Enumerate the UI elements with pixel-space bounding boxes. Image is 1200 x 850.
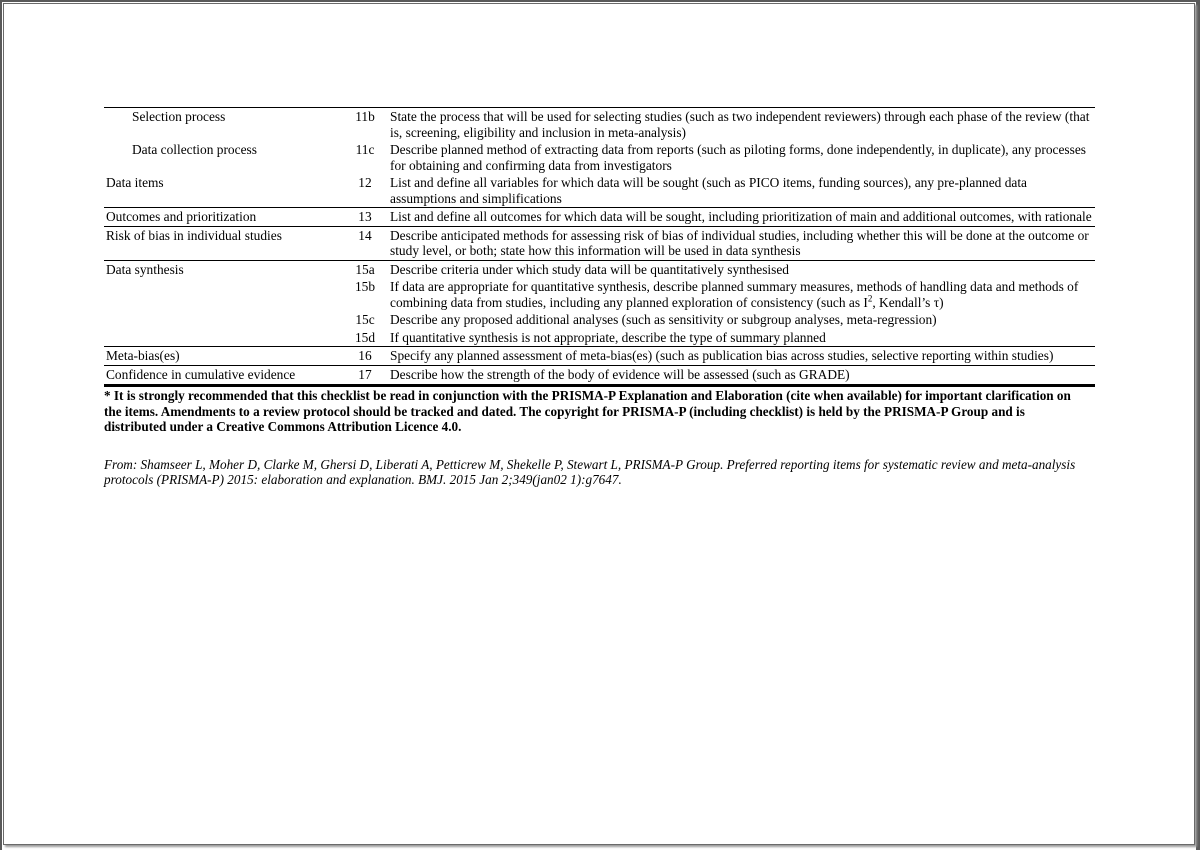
- description-cell: Describe planned method of extracting data from reports (such as piloting forms, done independently, in duplicate), any processes for obtaining and confirming data from investigators: [390, 142, 1086, 173]
- topic-cell: Selection process: [104, 108, 340, 142]
- topic-cell: Meta-bias(es): [104, 347, 340, 366]
- table-row: [104, 365, 1095, 383]
- page-content: [104, 107, 1096, 501]
- description-cell: [390, 278, 1095, 311]
- description-cell: State the process that will be used for selecting studies (such as two independent reviewers) through each phase of the review (that is, screening, eligibility and inclusion in meta-analysis): [390, 108, 1095, 142]
- description-cell: Specify any planned assessment of meta-bias(es) (such as publication bias across studies, selective reporting within studies): [390, 347, 1095, 366]
- item-number-cell: 14: [340, 226, 390, 260]
- checklist-table: [104, 107, 1095, 383]
- topic-cell: Confidence in cumulative evidence: [104, 365, 340, 383]
- table-bottom-rule: [104, 384, 1095, 387]
- item-number-cell: 12: [358, 175, 372, 190]
- item-number-cell: 13: [340, 208, 390, 227]
- topic-cell: [104, 311, 340, 329]
- table-row: [104, 108, 1095, 142]
- table-row: [104, 174, 1095, 208]
- item-number-cell: 15d: [354, 329, 376, 345]
- topic-cell: Data synthesis: [104, 260, 340, 278]
- table-row: [104, 226, 1095, 260]
- item-number-cell: 15c: [355, 312, 375, 327]
- description-cell: If quantitative synthesis is not appropriate, describe the type of summary planned: [390, 329, 826, 345]
- item-number-cell: 11c: [355, 142, 375, 157]
- table-row: [104, 347, 1095, 366]
- description-text-end: , Kendall’s τ): [872, 294, 944, 310]
- item-number-cell: 16: [340, 347, 390, 366]
- topic-cell: Outcomes and prioritization: [104, 208, 340, 227]
- source-citation: From: Shamseer L, Moher D, Clarke M, Ghersi D, Liberati A, Petticrew M, Shekelle P, Stewart L, PRISMA-P Group. Preferred reporting items for systematic review and meta-analysis protocols (PRISMA-P) 2015: elaboration and explanation. BMJ. 2015 Jan 2;349(jan02 1):g7647.: [104, 456, 1076, 487]
- item-number-cell: 11b: [340, 108, 390, 142]
- description-cell: List and define all outcomes for which data will be sought, including prioritization of main and additional outcomes, with rationale: [390, 208, 1095, 227]
- superscript: 2: [867, 293, 873, 304]
- topic-cell: Data items: [106, 175, 164, 190]
- description-cell: Describe anticipated methods for assessing risk of bias of individual studies, including whether this will be done at the outcome or study level, or both; state how this information will be used in data synthesis: [390, 226, 1095, 260]
- viewer-frame-right: [1196, 0, 1200, 850]
- table-row: [104, 141, 1095, 174]
- checklist-footnote: * It is strongly recommended that this checklist be read in conjunction with the PRISMA-P Explanation and Elaboration (cite when available) for important clarification on the items. Amendments to a review protocol should be tracked and dated. The copyright for PRISMA-P (including checklist) is held by the PRISMA-P Group and is distributed under a Creative Commons Attribution Licence 4.0.: [104, 388, 1071, 434]
- description-cell: Describe how the strength of the body of evidence will be assessed (such as GRADE): [390, 365, 1095, 383]
- table-row: [104, 278, 1095, 311]
- topic-cell: [104, 278, 340, 311]
- table-row: [104, 208, 1095, 227]
- viewer-frame-top: [0, 0, 1200, 2]
- item-number-cell: 15a: [340, 260, 390, 278]
- description-cell: Describe criteria under which study data will be quantitatively synthesised: [390, 260, 1095, 278]
- topic-cell: Data collection process: [132, 142, 257, 157]
- table-row: [104, 329, 1095, 347]
- item-number-cell: 17: [340, 365, 390, 383]
- viewer-frame-left: [0, 0, 2, 850]
- description-cell: List and define all variables for which data will be sought (such as PICO items, funding sources), any pre-planned data assumptions and simplifications: [390, 175, 1027, 206]
- description-cell: Describe any proposed additional analyses (such as sensitivity or subgroup analyses, meta-regression): [390, 312, 937, 327]
- table-row: [104, 311, 1095, 329]
- topic-cell: [104, 329, 340, 347]
- description-text: If data are appropriate for quantitative synthesis, describe planned summary measures, methods of handling data and methods of combining data from studies, including any planned exploration of consistency (such as I: [390, 279, 1079, 310]
- item-number-cell: 15b: [354, 279, 376, 294]
- table-row: [104, 260, 1095, 278]
- topic-cell: Risk of bias in individual studies: [104, 226, 340, 260]
